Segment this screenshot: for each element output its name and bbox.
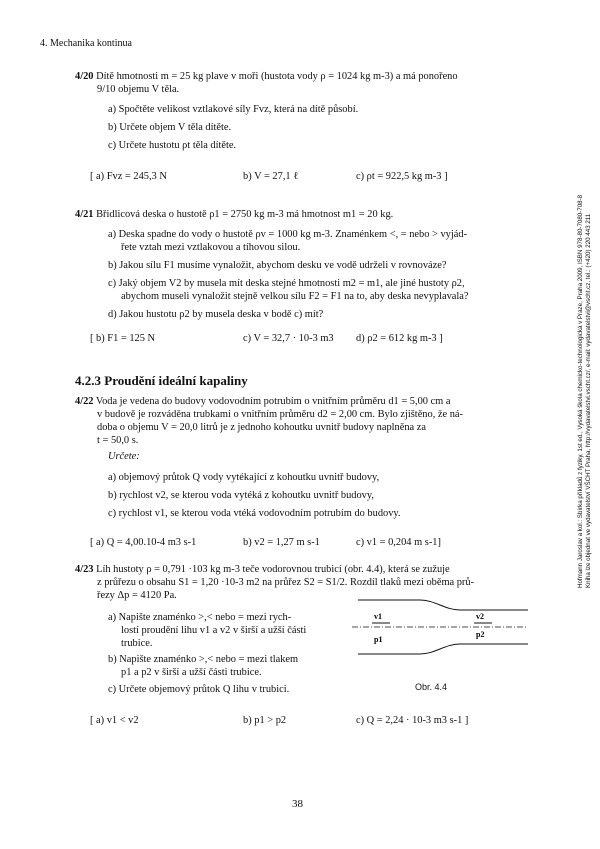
subquestion-c-cont: abychom museli vynaložit stejně velkou sílu F2 = F1 na to, aby deska nevyplavala? xyxy=(121,291,469,302)
problem-text-line: v budově je rozváděna trubkami o vnitřním průměru d2 = 2,00 cm. Bylo zjištěno, že ná- xyxy=(97,409,463,420)
problem-4-20 xyxy=(75,71,458,84)
subquestion-a: a) Spočtěte velikost vztlakové síly Fvz, která na dítě působí. xyxy=(108,104,359,115)
answer-b: b) p1 > p2 xyxy=(243,715,287,726)
subquestion-a-cont: lostí proudění lihu v1 a v2 v širší a užší části xyxy=(121,625,307,636)
label-p2: p2 xyxy=(476,630,485,639)
problem-text-line: řezy Δp = 4120 Pa. xyxy=(97,590,177,601)
problem-text-line: t = 50,0 s. xyxy=(97,435,139,446)
citation-sidebar xyxy=(577,88,592,608)
subquestion-b: b) Určete objem V těla dítěte. xyxy=(108,122,232,133)
running-header: 4. Mechanika kontinua xyxy=(40,38,132,49)
answer-b: b) V = 27,1 ℓ xyxy=(243,171,299,182)
tube-wall-bottom xyxy=(358,644,528,654)
subquestion-c: c) Určete hustotu ρt těla dítěte. xyxy=(108,140,237,151)
answer-a: [ a) Fvz = 245,3 N xyxy=(90,171,167,182)
problem-4-23 xyxy=(75,564,450,577)
problem-text-line: doba o objemu V = 20,0 litrů je z jednoho kohoutku uvnitř budovy naplněna za xyxy=(97,422,426,433)
problem-text-line: z průřezu o obsahu S1 = 1,20 ·10-3 m2 na průřez S2 = S1/2. Rozdíl tlaků mezi oběma prů- xyxy=(97,577,475,588)
subquestion-a: a) objemový průtok Q vody vytékající z kohoutku uvnitř budovy, xyxy=(108,472,380,483)
answer-d: d) ρ2 = 612 kg m-3 ] xyxy=(356,333,443,344)
problem-text-line: Břidlicová deska o hustotě ρ1 = 2750 kg m-3 má hmotnost m1 = 20 kg. xyxy=(96,209,394,220)
subquestion-b: b) Napište znaménko >,< nebo = mezi tlakem xyxy=(108,654,299,665)
tube-figure xyxy=(350,592,530,672)
section-heading: 4.2.3 Proudění ideální kapaliny xyxy=(75,373,248,388)
subquestion-b: b) Jakou sílu F1 musíme vynaložit, abychom desku ve vodě udrželi v rovnováze? xyxy=(108,260,447,271)
problem-number: 4/21 xyxy=(75,209,94,220)
answer-b: b) v2 = 1,27 m s-1 xyxy=(243,537,320,548)
instruction-label: Určete: xyxy=(108,451,140,462)
problem-text-line: 9/10 objemu V těla. xyxy=(97,84,180,95)
label-p1: p1 xyxy=(374,635,383,644)
page-number: 38 xyxy=(292,798,303,810)
problem-text-line: Voda je vedena do budovy vodovodním potrubím o vnitřním průměru d1 = 5,00 cm a xyxy=(95,396,451,407)
problem-4-21 xyxy=(75,209,393,222)
problem-text-line: Líh hustoty ρ = 0,791 ·103 kg m-3 teče vodorovnou trubicí (obr. 4.4), která se zužuje xyxy=(96,564,450,575)
citation-line-2: Kniha lze objednat ve vydavatelství VŠCHT Praha, http://vydavatelstvi.vscht.cz/, e-mail: vydavatelstvi@vscht.cz, tel.: (+420) 220 443 211 xyxy=(585,213,592,588)
problem-text-line: Dítě hmotnosti m = 25 kg plave v moři (hustota vody ρ = 1024 kg m-3) a má ponořeno xyxy=(96,71,458,82)
subquestion-c: c) Jaký objem V2 by musela mít deska stejné hmotnosti m2 = m1, ale jiné hustoty ρ2, xyxy=(108,278,465,289)
subquestion-a: a) Napište znaménko >,< nebo = mezi rych- xyxy=(108,612,292,623)
subquestion-b: b) rychlost v2, se kterou voda vytéká z kohoutku uvnitř budovy, xyxy=(108,490,374,501)
answer-c: c) ρt = 922,5 kg m-3 ] xyxy=(356,171,448,182)
subquestion-b-cont: p1 a p2 v širší a užší části trubice. xyxy=(121,667,262,678)
citation-line-1: Hofmann Jaroslav a kol.: Sbírka příkladů z fyziky, 1st ed., Vysoká škola chemicko-technologická v Praze, Praha 2009, ISBN 978-80-7080-708-8 xyxy=(577,194,584,588)
answer-a: [ a) Q = 4,00.10-4 m3 s-1 xyxy=(90,537,197,548)
answer-c: c) Q = 2,24 · 10-3 m3 s-1 ] xyxy=(356,715,469,726)
tube-wall-top xyxy=(358,600,528,610)
label-v1: v1 xyxy=(374,612,382,621)
problem-number: 4/20 xyxy=(75,71,94,82)
subquestion-c: c) Určete objemový průtok Q lihu v trubici. xyxy=(108,684,290,695)
subquestion-c: c) rychlost v1, se kterou voda vtéká vodovodním potrubím do budovy. xyxy=(108,508,401,519)
problem-4-22 xyxy=(75,396,450,409)
subquestion-a: a) Deska spadne do vody o hustotě ρv = 1000 kg m-3. Znaménkem <, = nebo > vyjád- xyxy=(108,229,468,240)
figure-caption: Obr. 4.4 xyxy=(415,682,448,692)
answer-a: [ a) v1 < v2 xyxy=(90,715,139,726)
label-v2: v2 xyxy=(476,612,484,621)
answer-c: c) v1 = 0,204 m s-1] xyxy=(356,537,441,548)
answer-b: [ b) F1 = 125 N xyxy=(90,333,156,344)
subquestion-d: d) Jakou hustotu ρ2 by musela deska v bodě c) mít? xyxy=(108,309,324,320)
problem-number: 4/23 xyxy=(75,564,94,575)
subquestion-a-cont: řete vztah mezi vztlakovou a tíhovou silou. xyxy=(121,242,301,253)
problem-number: 4/22 xyxy=(75,396,94,407)
subquestion-a-cont: trubice. xyxy=(121,638,153,649)
answer-c: c) V = 32,7 · 10-3 m3 xyxy=(243,333,334,344)
